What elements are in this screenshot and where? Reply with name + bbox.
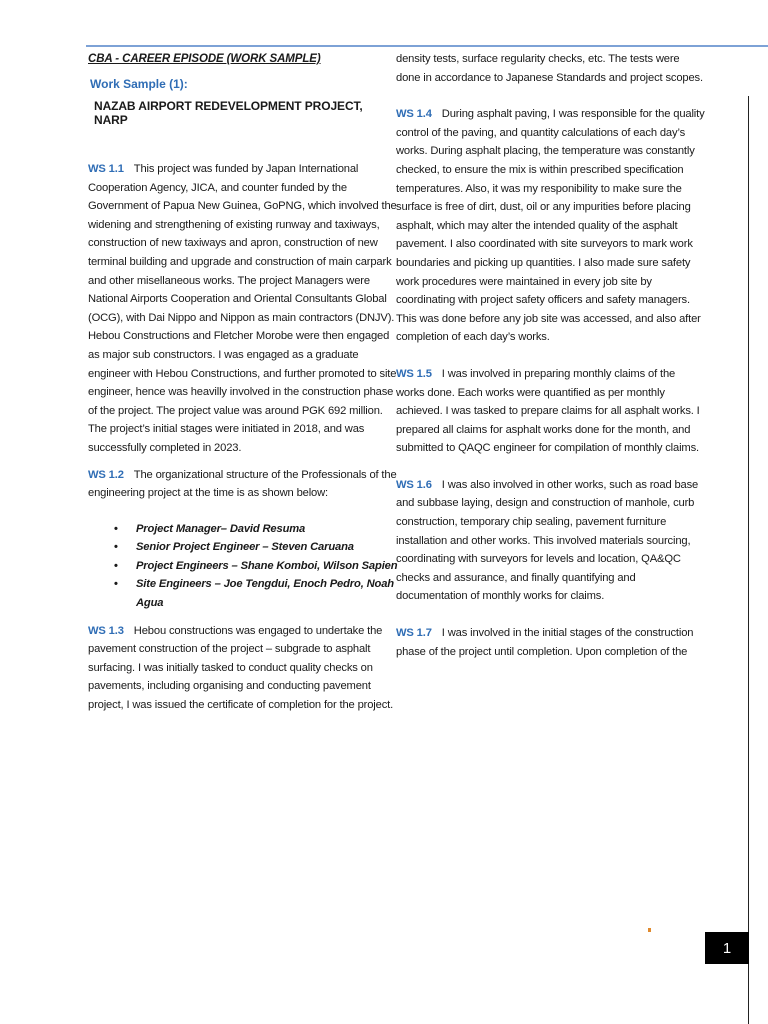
ws-1-4-paragraph [396,105,706,347]
ws-1-7-paragraph [396,624,706,661]
ws-1-5-text: I was involved in preparing monthly claims of the works done. Each works were quantified as per monthly achieved. I was tasked to prepare claims for all asphalt works. I prepared all claims for asphalt works done for the month, and submitted to QAQC engineer for compilation of monthly claims. [396,367,700,455]
ws-1-5-paragraph [396,365,706,458]
project-roles-list [88,520,398,613]
decorative-mark [648,928,651,932]
ws-1-1-text: This project was funded by Japan International Cooperation Agency, JICA, and counter funded by the Government of Papua New Guinea, GoPNG, which involved the widening and strengthening of existing runway and taxiways, construction of new taxiways and apron, construction of new terminal building and upgrade and construction of main carpark and other misellaneous works. The project Managers were National Airports Cooperation and Oriental Consultants Global (OCG), with Dai Nippo and Nippon as main contractors (DNJV). Hebou Constructions and Fletcher Morobe were then engaged as major sub constructors. I was engaged as a graduate engineer with Hebou Constructions, and further promoted to site engineer, hence was heavilly involved in the construction phase of the project. The project value was around PGK 692 million. The project’s initial stages were initiated in 2018, and was successfully completed in 2023. [88,163,397,454]
ws-1-3-paragraph [88,622,398,715]
ws-1-2-text: The organizational structure of the Professionals of the engineering project at the time is as shown below: [88,468,397,500]
ws-1-3-text: Hebou constructions was engaged to undertake the pavement construction of the project – subgrade to asphalt surfacing. I was initially tasked to conduct quality checks on pavements, including organising and conducting pavement project, I was issued the certificate of completion for the project. [88,624,394,712]
ws-1-6-text: I was also involved in other works, such as road base and subbase laying, design and construction of manhole, curb construction, temporary chip sealing, pavement furniture installation and other works. This involved materials sourcing, coordinating with surveyors for levels and location, QA&QC checks and assurance, and finally quantifying and documentation of monthly works for claims. [396,478,699,603]
bullet: • [114,559,118,572]
left-column [88,50,398,715]
right-column [396,50,706,661]
ws-1-4-text: During asphalt paving, I was responsible for the quality control of the paving, and quantity calculations of each day’s works. During asphalt placing, the temperature was constantly checked, to ensure the mix is within prescribed specification temperatures. Also, it was my responibility to make sure the surface is free of dirt, dust, oil or any impurities before placing asphalt, which may alter the intended quality of the asphalt pavement. I also coordinated with site surveyors to mark work boundaries and picking up quantities. I also made sure safety work procedures were maintained in every job site by coordinating with project safety officers and safety managers. This was done before any job site was accessed, and also after completion of each day’s works. [396,108,705,344]
ws-1-6-paragraph [396,476,706,606]
ws-1-5-label: WS 1.5 [396,367,432,380]
role-item: • Project Engineers – Shane Komboi, Wilson Sapien [114,557,398,576]
page-number: 1 [705,932,749,964]
role-item: • Site Engineers – Joe Tengdui, Enoch Pedro, Noah Agua [114,575,398,612]
ws-1-2-label: WS 1.2 [88,468,124,481]
header-rule [86,45,768,47]
ws-1-3-continuation: density tests, surface regularity checks, etc. The tests were done in accordance to Japanese Standards and project scopes. [396,53,703,84]
bullet: • [114,578,118,591]
ws-1-3-label: WS 1.3 [88,624,124,637]
ws-1-4-label: WS 1.4 [396,108,432,121]
ws-1-6-label: WS 1.6 [396,478,432,491]
margin-rule [748,96,749,1024]
role-item: • Senior Project Engineer – Steven Caruana [114,538,398,557]
document-title: CBA - CAREER EPISODE (WORK SAMPLE) [88,53,321,65]
ws-1-7-text: I was involved in the initial stages of the construction phase of the project until completion. Upon completion of the [396,627,694,658]
bullet: • [114,541,118,554]
work-sample-heading: Work Sample (1): [90,77,188,91]
ws-1-7-label: WS 1.7 [396,627,432,640]
ws-1-2-paragraph [88,466,398,503]
ws-1-1-paragraph [88,160,398,458]
project-title: NAZAB AIRPORT REDEVELOPMENT PROJECT, NARP [94,99,363,127]
ws-1-1-label: WS 1.1 [88,163,124,175]
bullet: • [114,522,118,535]
role-item: • Project Manager– David Resuma [114,520,398,539]
